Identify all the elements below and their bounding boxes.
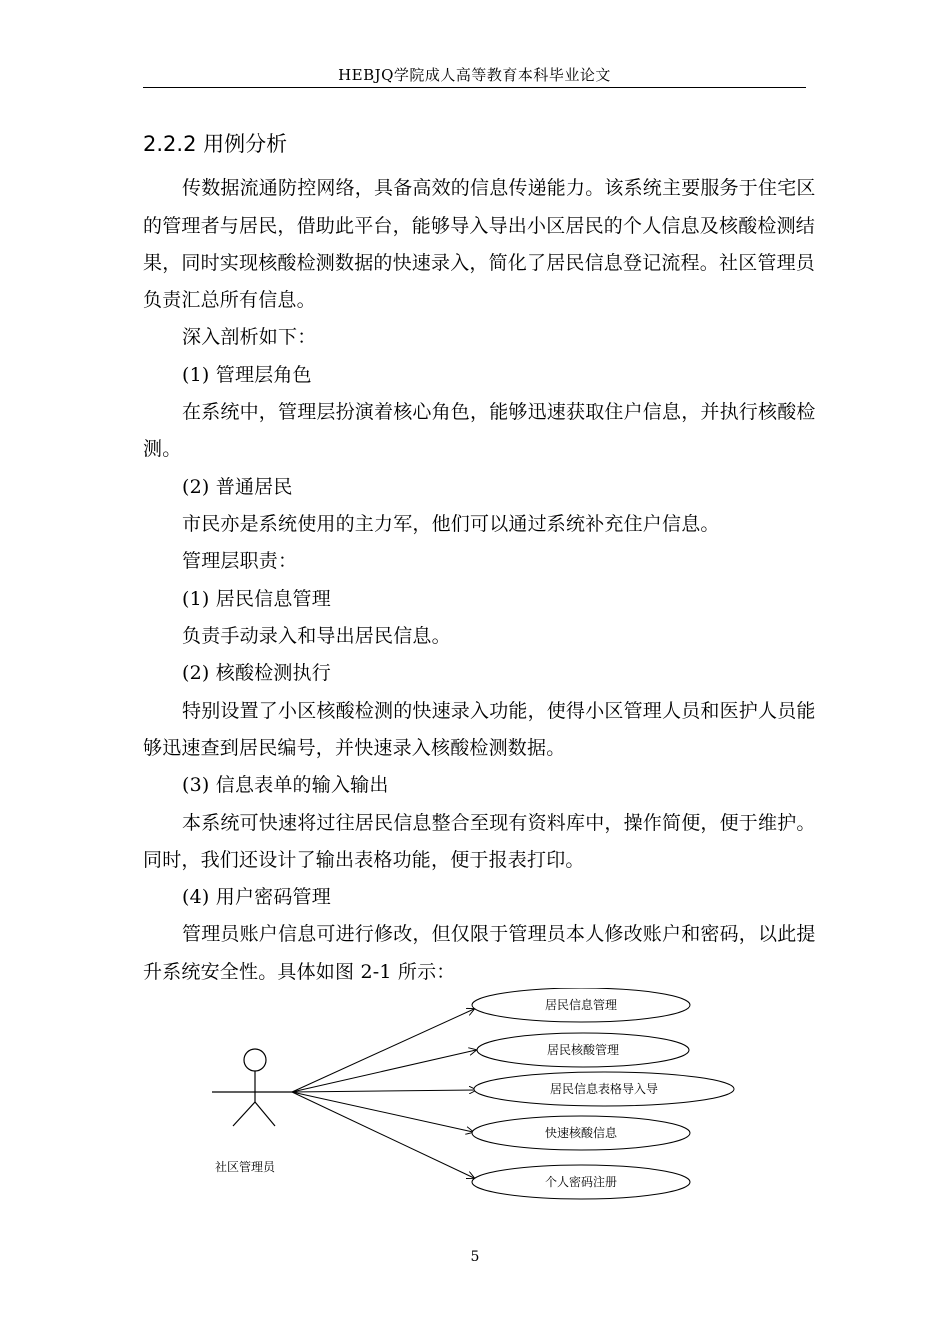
paragraph-line: 的管理者与居民，借助此平台，能够导入导出小区居民的个人信息及核酸检测结 [143,215,816,237]
paragraph-line: 负责汇总所有信息。 [143,289,316,311]
header-rule [143,87,806,88]
running-header: HEBJQ学院成人高等教育本科毕业论文 [338,66,611,84]
use-case-2 [477,1033,689,1067]
role1-line: 测。 [143,438,182,460]
page-number: 5 [470,1249,480,1265]
role2-desc: 市民亦是系统使用的主力军，他们可以通过系统补充住户信息。 [182,513,720,535]
role1-title: (1) 管理层角色 [182,364,312,386]
duty2-line: 特别设置了小区核酸检测的快速录入功能，使得小区管理人员和医护人员能 [182,700,816,722]
use-case-4 [472,1116,690,1150]
use-case-diagram [200,988,760,1210]
association-lines [292,1009,476,1178]
duty3-line: 本系统可快速将过往居民信息整合至现有资料库中，操作简便，便于维护。 [182,812,816,834]
duty2-title: (2) 核酸检测执行 [182,662,331,684]
duty3-line: 同时，我们还设计了输出表格功能，便于报表打印。 [143,849,585,871]
duty1-title: (1) 居民信息管理 [182,588,331,610]
role2-title: (2) 普通居民 [182,476,293,498]
use-case-1 [472,988,690,1022]
actor-label: 社区管理员 [215,1160,276,1174]
duty4-line: 升系统安全性。具体如图 2-1 所示： [143,961,456,983]
analysis-intro: 深入剖析如下： [182,326,317,348]
section-heading: 2.2.2 用例分析 [143,132,288,156]
use-case-label: 个人密码注册 [544,1175,618,1189]
use-case-label: 快速核酸信息 [544,1126,618,1140]
use-case-label: 居民信息管理 [544,998,618,1012]
use-case-label: 居民核酸管理 [546,1043,620,1057]
duty2-line: 够迅速查到居民编号，并快速录入核酸检测数据。 [143,737,566,759]
duties-intro: 管理层职责： [182,550,298,572]
use-case-5 [472,1165,690,1199]
use-case-label: 居民信息表格导入导 [549,1082,659,1096]
duty4-title: (4) 用户密码管理 [182,886,331,908]
duty4-line: 管理员账户信息可进行修改，但仅限于管理员本人修改账户和密码，以此提 [182,923,816,945]
paragraph-line: 传数据流通防控网络，具备高效的信息传递能力。该系统主要服务于住宅区 [182,177,816,199]
duty3-title: (3) 信息表单的输入输出 [182,774,389,796]
use-case-3 [474,1072,734,1106]
paragraph-line: 果，同时实现核酸检测数据的快速录入，简化了居民信息登记流程。社区管理员 [143,252,816,274]
duty1-desc: 负责手动录入和导出居民信息。 [182,625,451,647]
actor-figure [212,1049,292,1126]
role1-line: 在系统中，管理层扮演着核心角色，能够迅速获取住户信息，并执行核酸检 [182,401,816,423]
